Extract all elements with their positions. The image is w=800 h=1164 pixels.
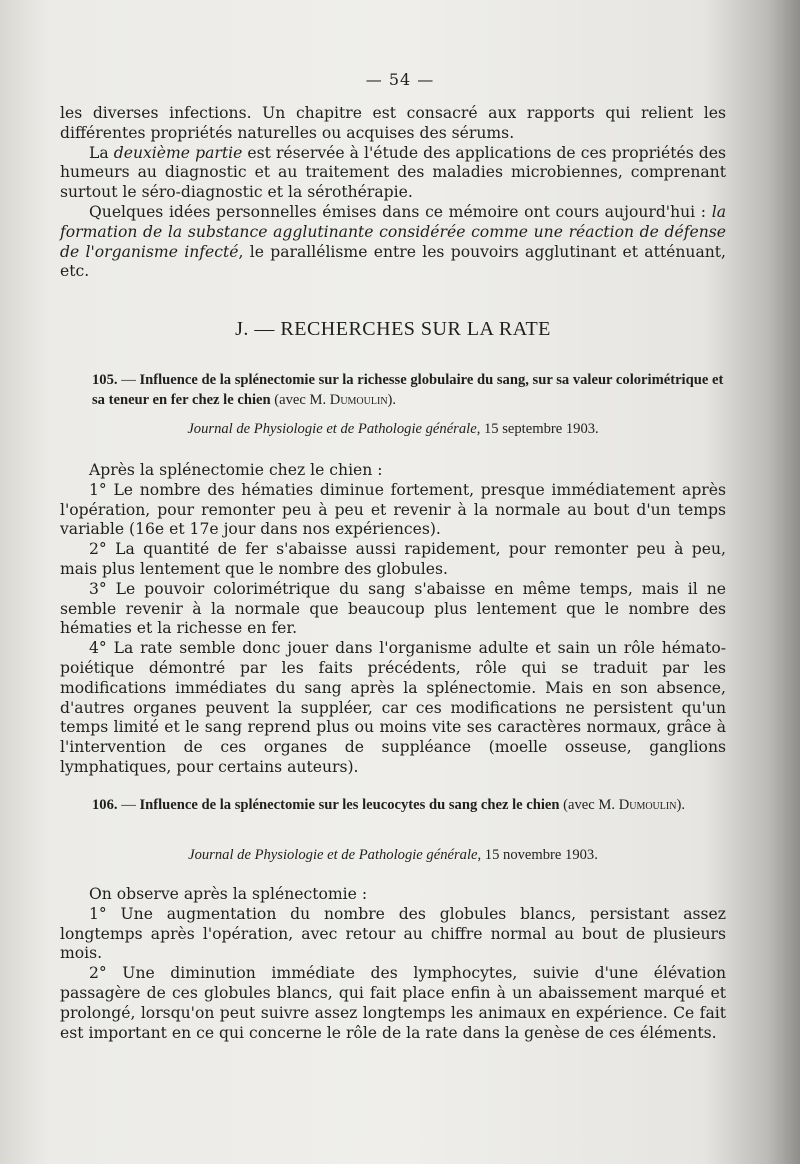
entry-105-journal-title: Journal de Physiologie et de Pathologie générale <box>187 421 477 437</box>
entry-106-journal <box>60 847 726 864</box>
entry-105-body <box>60 461 726 778</box>
entry-105-author-suffix: ). <box>387 392 397 408</box>
entry-106-heading <box>60 795 726 815</box>
page-number: — 54 — <box>365 70 435 89</box>
p3-rest: , le parallélisme entre les pouvoirs agglutinant et atténuant, etc. <box>60 242 727 281</box>
entry-105-journal <box>60 421 726 438</box>
entry-105-title: Influence de la splénectomie sur la richesse globulaire du sang, sur sa valeur colorimétrique et sa teneur en fer chez le chien <box>92 372 724 408</box>
entry-105-author: Dumoulin <box>329 392 388 408</box>
entry-105-author-prefix: (avec M. <box>270 392 330 408</box>
entry-106-item-2: 2° Une diminution immédiate des lymphocytes, suivie d'une élévation passagère de ces globules blancs, qui fait place enfin à un abaissement marqué et prolongé, lorsqu'on peut suivre assez longtemps les animaux en expérience. Ce fait est important en ce qui concerne le rôle de la rate dans la genèse de ces éléments. <box>60 964 726 1042</box>
p2-italic: deuxième partie <box>113 143 243 162</box>
intro-text <box>60 104 726 282</box>
intro-paragraph-2 <box>60 144 726 203</box>
entry-106-journal-date: , 15 novembre 1903. <box>477 847 598 863</box>
p2-prefix: La <box>89 143 114 162</box>
entry-106-title: Influence de la splénectomie sur les leucocytes du sang chez le chien <box>139 797 560 813</box>
entry-105-item-3: 3° Le pouvoir colorimétrique du sang s'abaisse en même temps, mais il ne semble revenir à la normale que beaucoup plus lentement que le nombre des hématies et la richesse en fer. <box>60 579 726 638</box>
entry-105-item-2: 2° La quantité de fer s'abaisse aussi rapidement, pour remonter peu à peu, mais plus lentement que le nombre des globules. <box>60 540 726 578</box>
entry-106-lead: On observe après la splénectomie : <box>89 885 368 903</box>
entry-106-author-suffix: ). <box>676 797 685 813</box>
entry-106-author-prefix: (avec M. <box>559 797 619 813</box>
p3-italic: la formation de la substance agglutinante considérée comme une réaction de défense de l'organisme infecté <box>60 202 726 261</box>
entry-106-dash: — <box>117 797 140 813</box>
entry-105-heading <box>60 370 726 410</box>
entry-106-number: 106. <box>92 797 118 813</box>
entry-105-item-4: 4° La rate semble donc jouer dans l'organisme adulte et sain un rôle hémato-poiétique démontré par les faits précédents, rôle qui se traduit par les modifications immédiates du sang après la splénectomie. Mais en son absence, d'autres organes peuvent la suppléer, car ces modifications ne persistent qu'un temps limité et le sang reprend plus ou moins vite ses caractères normaux, grâce à l'intervention de ces organes de suppléance (moelle osseuse, ganglions lymphatiques, pour certains auteurs). <box>60 639 726 776</box>
entry-105-dash: — <box>117 372 140 388</box>
entry-105-item-1: 1° Le nombre des hématies diminue fortement, presque immédiatement après l'opération, pour remonter peu à peu et revenir à la normale au bout d'un temps variable (16e et 17e jour dans nos expériences). <box>60 480 726 539</box>
p2-rest: est réservée à l'étude des applications de ces propriétés des humeurs au diagnostic et au traitement des maladies microbiennes, comprenant surtout le séro-diagnostic et la sérothérapie. <box>60 143 727 202</box>
intro-paragraph-3 <box>60 203 726 282</box>
entry-106-journal-title: Journal de Physiologie et de Pathologie générale <box>188 847 478 863</box>
entry-105-number: 105. <box>92 372 118 388</box>
section-title: J. — RECHERCHES SUR LA RATE <box>235 318 551 340</box>
entry-106-author: Dumoulin <box>618 797 677 813</box>
intro-paragraph-1: les diverses infections. Un chapitre est consacré aux rapports qui relient les différentes propriétés naturelles ou acquises des sérums. <box>60 104 726 142</box>
entry-106-body <box>60 885 726 1043</box>
entry-105-journal-date: , 15 septembre 1903. <box>476 421 599 437</box>
entry-106-item-1: 1° Une augmentation du nombre des globules blancs, persistant assez longtemps après l'opération, avec retour au chiffre normal au bout de plusieurs mois. <box>60 904 726 963</box>
p3-prefix: Quelques idées personnelles émises dans ce mémoire ont cours aujourd'hui : <box>89 202 712 221</box>
entry-105-lead: Après la splénectomie chez le chien : <box>89 461 383 479</box>
